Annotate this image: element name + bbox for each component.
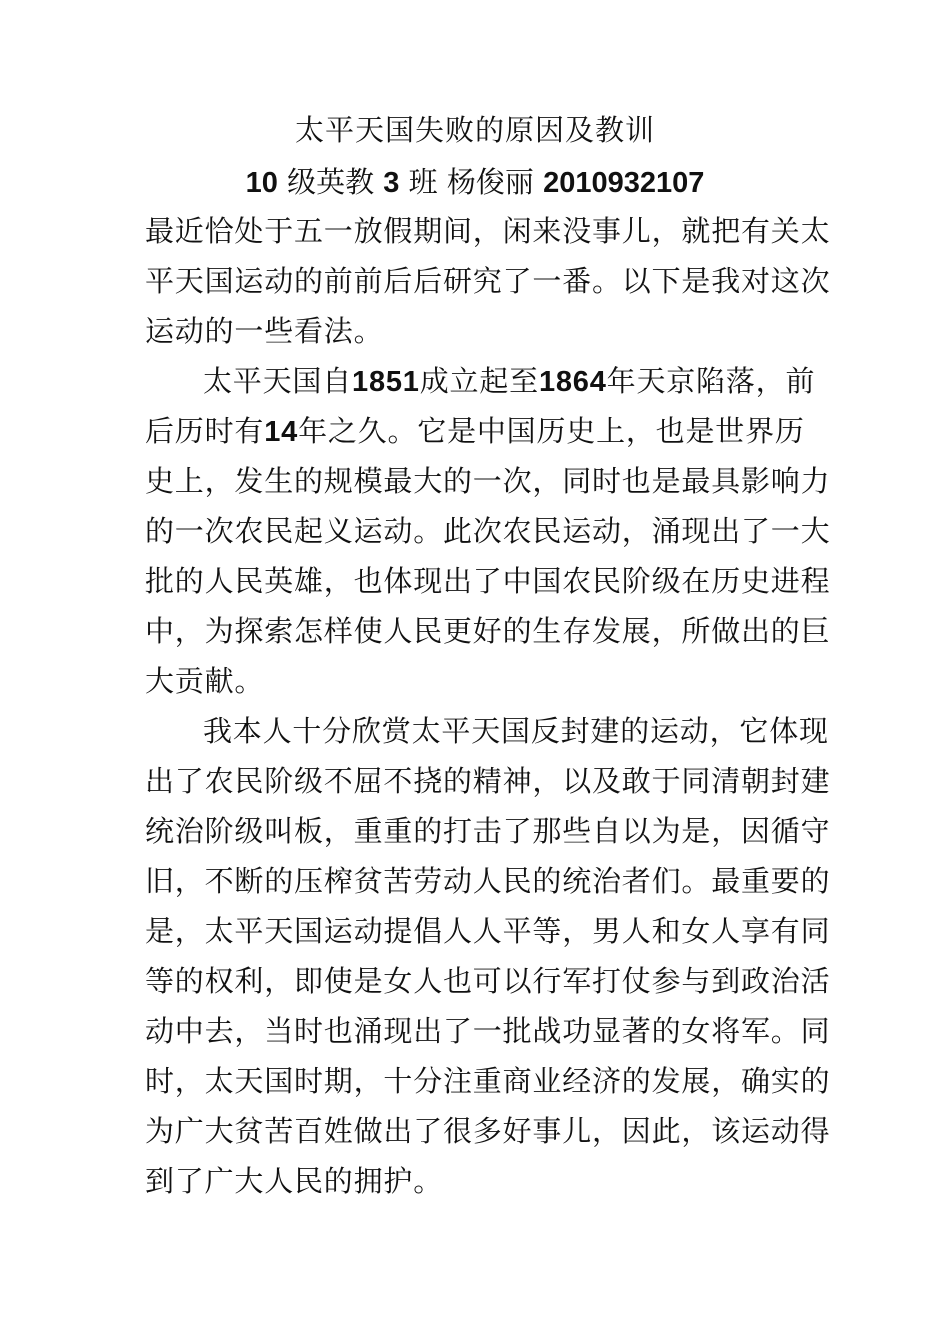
class-number: 10 (245, 167, 278, 199)
p2-line2-text-a: 后历时有 (145, 414, 265, 448)
years-14: 14 (264, 416, 299, 448)
student-id: 2010932107 (543, 167, 705, 199)
paragraph-2-line-3: 史上，发生的规模最大的一次，同时也是最具影响力 (145, 464, 831, 498)
p2-text-b: 成立起至 (419, 364, 539, 398)
document-subtitle (0, 162, 950, 203)
year-1864: 1864 (538, 366, 607, 398)
paragraph-2-line-6: 中，为探索怎样使人民更好的生存发展，所做出的巨 (145, 614, 831, 648)
paragraph-1-line-2: 平天国运动的前前后后研究了一番。以下是我对这次 (145, 264, 831, 298)
year-1851: 1851 (352, 366, 420, 398)
paragraph-3-line-4: 旧，不断的压榨贫苦劳动人民的统治者们。最重要的 (145, 864, 831, 898)
paragraph-1-line-3: 运动的一些看法。 (145, 314, 384, 348)
class-label-a: 级英教 (287, 165, 375, 199)
author-name: 杨俊丽 (446, 165, 534, 199)
p2-text-c: 年天京陷落，前 (606, 364, 816, 398)
p2-text-a: 太平天国自 (203, 364, 353, 398)
paragraph-3-line-2: 出了农民阶级不屈不挠的精神，以及敢于同清朝封建 (145, 764, 831, 798)
paragraph-3-line-8: 时，太天国时期，十分注重商业经济的发展，确实的 (145, 1064, 831, 1098)
paragraph-2-line-2 (145, 406, 815, 456)
paragraph-3-line-6: 等的权利，即使是女人也可以行军打仗参与到政治活 (145, 964, 831, 998)
paragraph-3-line-5: 是，太平天国运动提倡人人平等，男人和女人享有同 (145, 914, 831, 948)
paragraph-2-line-5: 批的人民英雄，也体现出了中国农民阶级在历史进程 (145, 564, 831, 598)
document-body (145, 206, 831, 1206)
paragraph-3-line-10: 到了广大人民的拥护。 (145, 1164, 444, 1198)
class-index: 3 (383, 167, 400, 199)
paragraph-2-line-4: 的一次农民起义运动。此次农民运动，涌现出了一大 (145, 514, 831, 548)
p2-line2-text-b: 年之久。它是中国历史上，也是世界历 (298, 414, 805, 448)
paragraph-2-line-7: 大贡献。 (145, 664, 265, 698)
paragraph-3-line-1: 我本人十分欣赏太平天国反封建的运动，它体现 (203, 714, 829, 748)
paragraph-3-line-3: 统治阶级叫板，重重的打击了那些自以为是，因循守 (145, 814, 831, 848)
paragraph-3-line-9: 为广大贫苦百姓做出了很多好事儿，因此，该运动得 (145, 1114, 831, 1148)
paragraph-3-line-7: 动中去，当时也涌现出了一批战功显著的女将军。同 (145, 1014, 831, 1048)
paragraph-2-line-1 (145, 356, 815, 406)
document-title: 太平天国失败的原因及教训 (294, 113, 655, 147)
class-label-b: 班 (408, 165, 438, 199)
paragraph-1-line-1: 最近恰处于五一放假期间，闲来没事儿，就把有关太 (145, 214, 831, 248)
